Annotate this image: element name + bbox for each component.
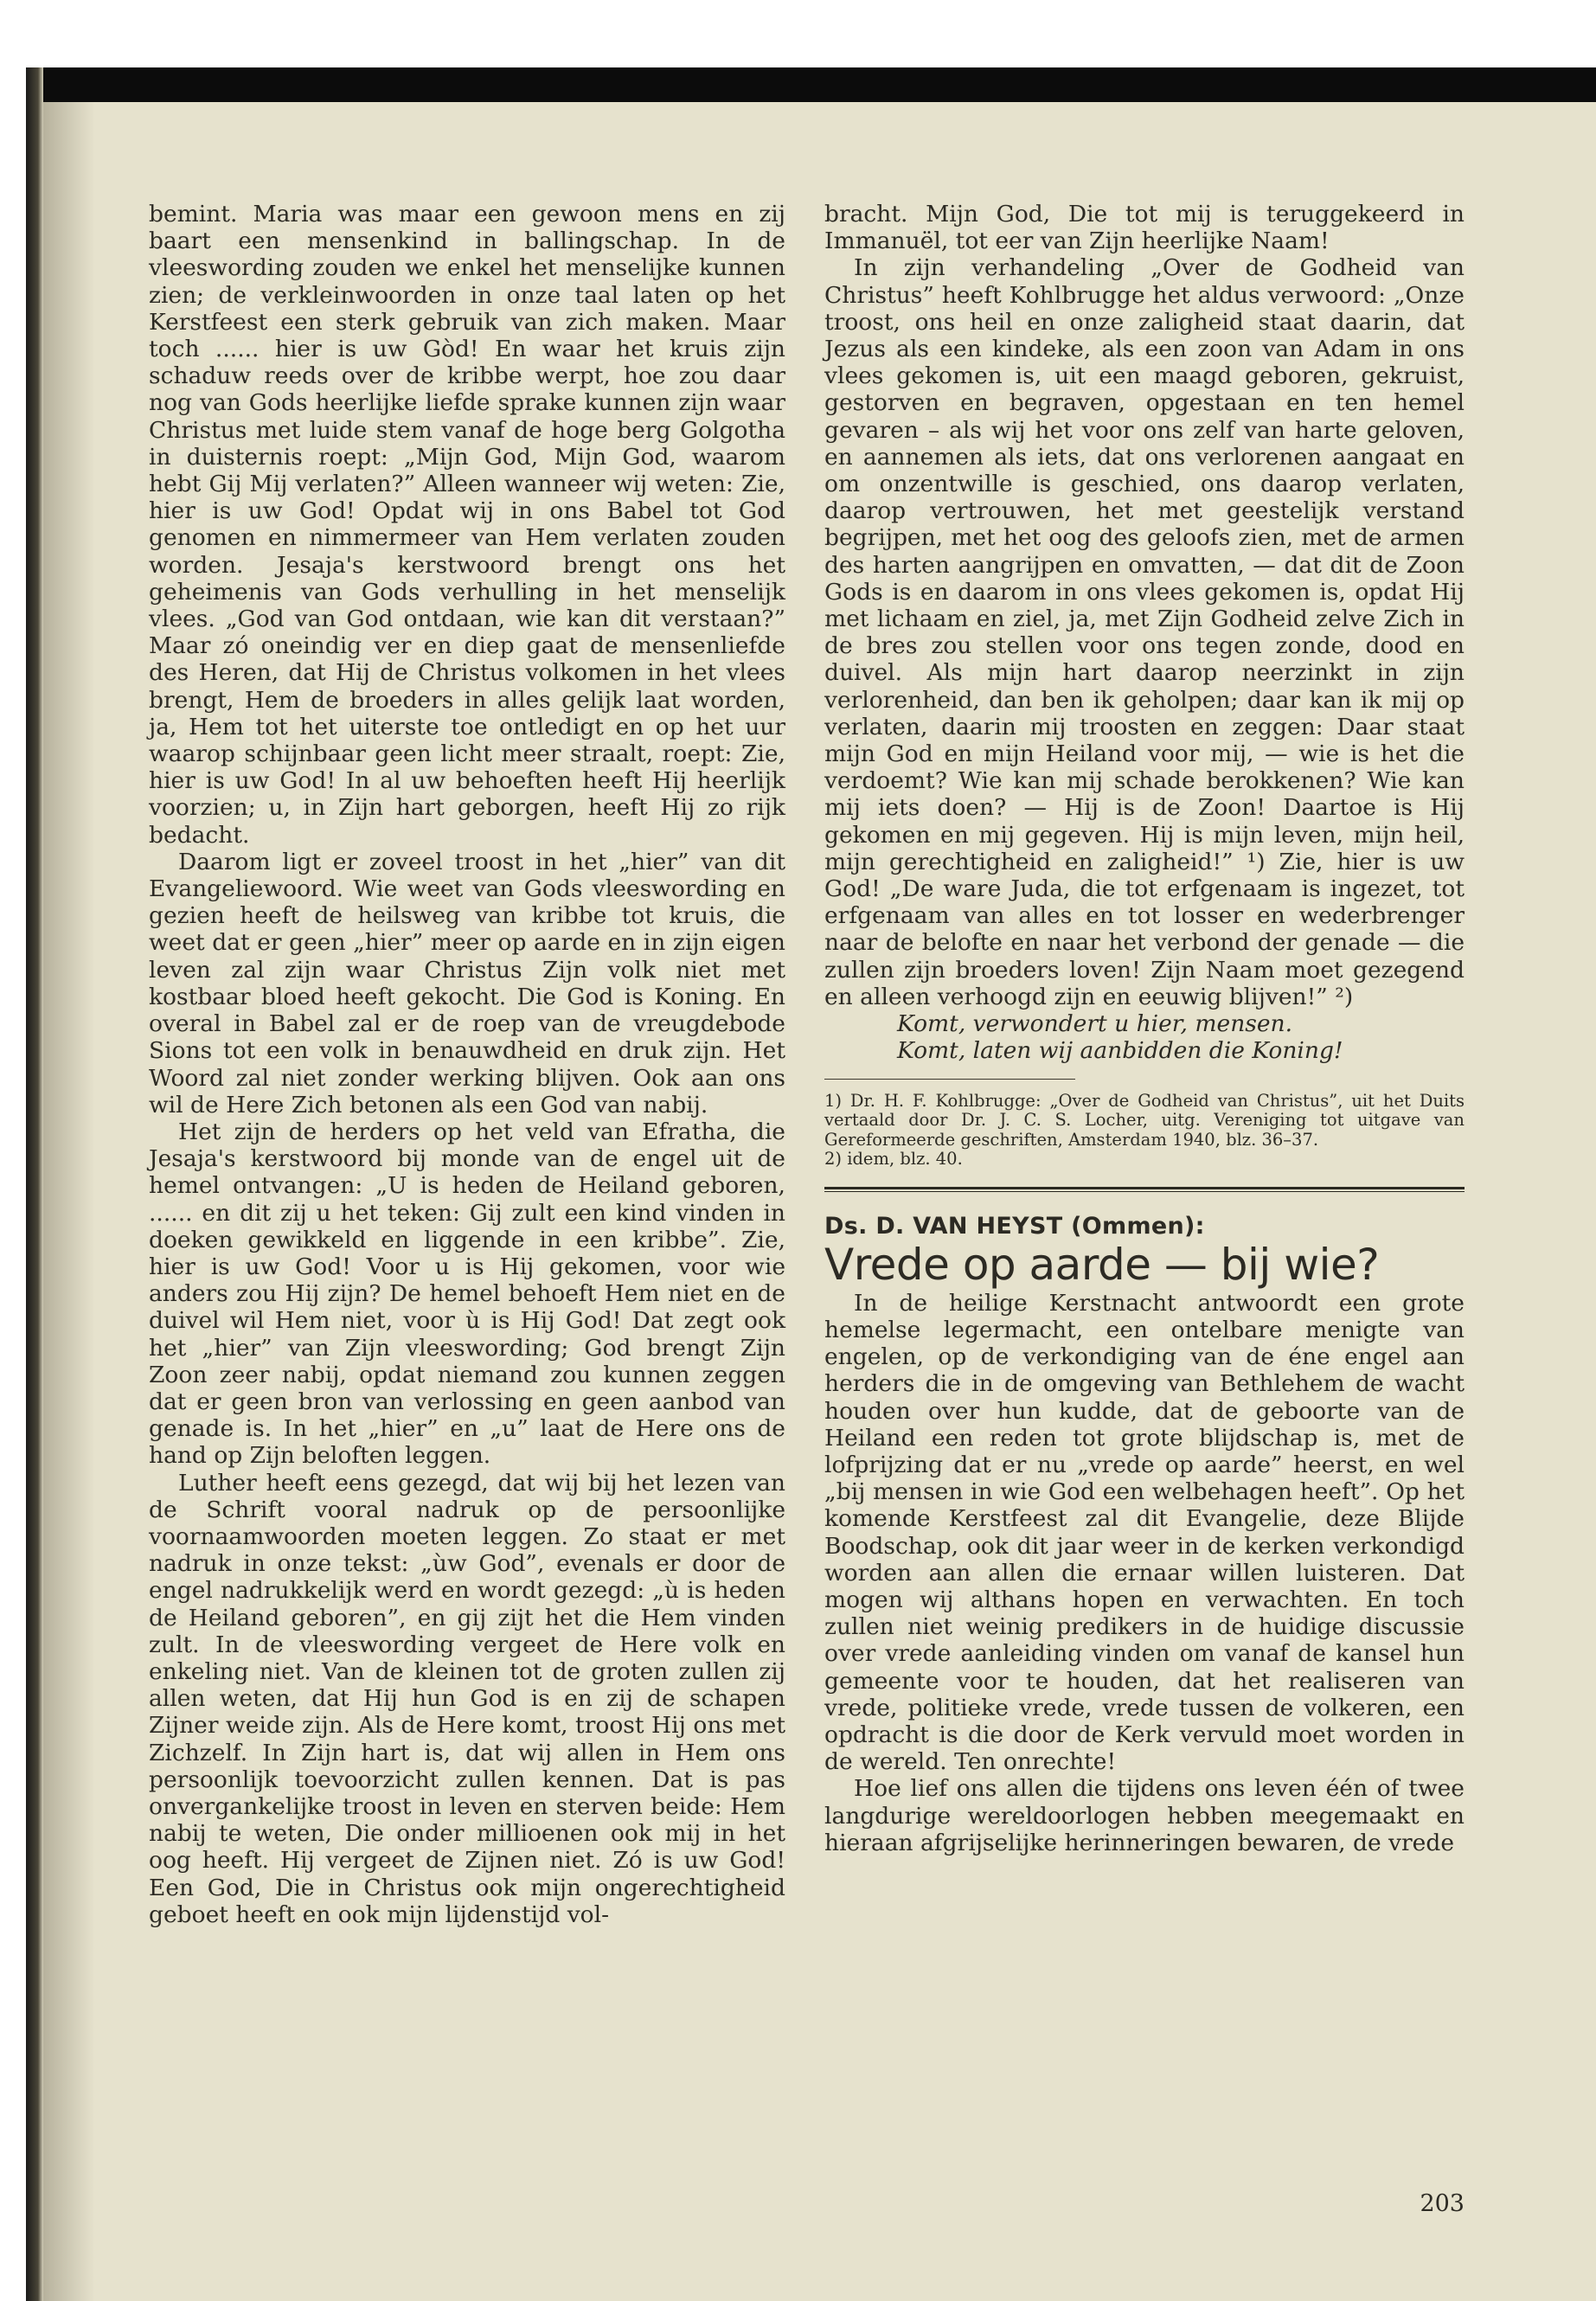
footnote-2: 2) idem, blz. 40. (824, 1149, 963, 1169)
left-paragraph-1: bemint. Maria was maar een gewoon mens en zij baart een mensenkind in ballingschap. In de vleeswording zouden we enkel het menselijke kunnen zien; de verkleinwoorden in onze taal laten op het Kerstfeest een sterk gebruik van zich maken. Maar toch ...... hier is uw Gòd! En waar het kruis zijn schaduw reeds over de kribbe werpt, hoe zou daar nog van Gods heerlijke liefde sprake kunnen zijn waar Christus met luide stem vanaf de hoge berg Golgotha in duisternis roept: „Mijn God, Mijn God, waarom hebt Gij Mij verlaten?” Alleen wanneer wij weten: Zie, hier is uw God! Opdat wij in ons Babel tot God genomen en nimmermeer van Hem verlaten zouden worden. Jesaja's kerstwoord brengt ons het geheimenis van Gods verhulling in het menselijk vlees. „God van God ontdaan, wie kan dit verstaan?” Maar zó oneindig ver en diep gaat de mensenliefde des Heren, dat Hij de Christus volkomen in het vlees brengt, Hem de broeders in alles gelijk laat worden, ja, Hem tot het uiterste toe ontledigt en op het uur waarop schijnbaar geen licht meer straalt, roept: Zie, hier is uw God! In al uw behoeften heeft Hij heerlijk voorzien; u, in Zijn hart geborgen, heeft Hij zo rijk bedacht. (149, 201, 785, 849)
article-title: Vrede op aarde — bij wie? (824, 1239, 1380, 1290)
article-divider-thick (824, 1187, 1465, 1189)
right-column (824, 201, 1465, 1856)
footnote-1: 1) Dr. H. F. Kohlbrugge: „Over de Godheid van Christus”, uit het Duits vertaald door Dr. J. C. S. Locher, uitg. Vereniging tot uitgave van Gereformeerde geschriften, Amsterdam 1940, blz. 36–37. (824, 1090, 1465, 1150)
left-paragraph-3: Het zijn de herders op het veld van Efratha, die Jesaja's kerstwoord bij monde van de engel uit de hemel ontvangen: „U is heden de Heiland geboren, ...... en dit zij u het teken: Gij zult een kind vinden in doeken gewikkeld en liggende in een kribbe”. Zie, hier is uw God! Voor u is Hij gekomen, voor wie anders zou Hij zijn? De hemel behoeft Hem niet en de duivel wil Hem niet, voor ù is Hij God! Dat zegt ook het „hier” van Zijn vleeswording; God brengt Zijn Zoon zeer nabij, opdat niemand zou kunnen zeggen dat er geen bron van verlossing en geen aanbod van genade is. In het „hier” en „u” laat de Here ons de hand op Zijn beloften leggen. (149, 1118, 785, 1470)
right-paragraph-2: In zijn verhandeling „Over de Godheid van Christus” heeft Kohlbrugge het aldus verwoord: „Onze troost, ons heil en onze zaligheid staat daarin, dat Jezus als een kindeke, als een zoon van Adam in ons vlees gekomen is, uit een maagd geboren, gekruist, gestorven en begraven, opgestaan en ten hemel gevaren – als wij het voor ons zelf van harte geloven, en aannemen als iets, dat ons verlorenen aangaat en om onzentwille is geschied, ons daarop verlaten, daarop vertrouwen, het met geestelijk verstand begrijpen, met het oog des geloofs zien, met de armen des harten aangrijpen en omvatten, — dat dit de Zoon Gods is en daarom in ons vlees gekomen is, opdat Hij met lichaam en ziel, ja, met Zijn Godheid zelve Zich in de bres zou stellen voor ons tegen zonde, dood en duivel. Als mijn hart daarop neerzinkt in zijn verlorenheid, dan ben ik geholpen; daar kan ik mij op verlaten, daarin mij troosten en zeggen: Daar staat mijn God en mijn Heiland voor mij, — wie is het die verdoemt? Wie kan mij schade berokkenen? Wie kan mij iets doen? — Hij is de Zoon! Daartoe is Hij gekomen en mij gegeven. Hij is mijn leven, mijn heil, mijn gerechtigheid en zaligheid!” ¹) Zie, hier is uw God! „De ware Juda, die tot erfgenaam is ingezet, tot erfgenaam van alles en tot losser en wederbrenger naar de belofte en naar het verbond der genade — die zullen zijn broeders loven! Zijn Naam moet gezegend en alleen verhoogd zijn en eeuwig blijven!” ²) (824, 254, 1465, 1010)
page-number: 203 (1420, 2190, 1465, 2217)
scan-border-top (26, 67, 1596, 104)
footnote-divider (824, 1079, 1075, 1080)
article-paragraph-1: In de heilige Kerstnacht antwoordt een grote hemelse legermacht, een ontelbare menigte van engelen, op de verkondiging van de éne engel aan herders die in de omgeving van Bethlehem de wacht houden over hun kudde, dat de geboorte van de Heiland een reden tot grote blijdschap is, met de lofprijzing dat er nu „vrede op aarde” heerst, en wel „bij mensen in wie God een welbehagen heeft”. Op het komende Kerstfeest zal dit Evangelie, deze Blijde Boodschap, ook dit jaar weer in de kerken verkondigd worden aan allen die ernaar willen luisteren. Dat mogen wij althans hopen en verwachten. En toch zullen niet weinig predikers in de huidige discussie over vrede aanleiding vinden om vanaf de kansel hun gemeente voor te houden, dat het realiseren van vrede, politieke vrede, vrede tussen de volkeren, een opdracht is die door de Kerk vervuld moet worden in de wereld. Ten onrechte! (824, 1289, 1465, 1776)
article-byline: Ds. D. VAN HEYST (Ommen): (824, 1212, 1205, 1240)
scan-border-left (26, 67, 43, 2301)
verse-line-2: Komt, laten wij aanbidden die Koning! (897, 1037, 1343, 1065)
right-paragraph-1: bracht. Mijn God, Die tot mij is teruggekeerd in Immanuël, tot eer van Zijn heerlijke Naam! (824, 201, 1465, 255)
article-divider-thin (824, 1191, 1465, 1192)
left-column (149, 201, 785, 1928)
footnotes (824, 1092, 1465, 1170)
left-paragraph-2: Daarom ligt er zoveel troost in het „hier” van dit Evangeliewoord. Wie weet van Gods vleeswording en gezien heeft de heilsweg van kribbe tot kruis, die weet dat er geen „hier” meer op aarde en in zijn eigen leven zal zijn waar Christus Zijn volk niet met kostbaar bloed heeft gekocht. Die God is Koning. En overal in Babel zal er de roep van de vreugdebode Sions tot een volk in benauwdheid en druk zijn. Het Woord zal niet zonder werking blijven. Ook aan ons wil de Here Zich betonen als een God van nabij. (149, 848, 785, 1118)
article-paragraph-2: Hoe lief ons allen die tijdens ons leven één of twee langdurige wereldoorlogen hebben meegemaakt en hieraan afgrijselijke herinneringen bewaren, de vrede (824, 1775, 1465, 1856)
verse-line-1: Komt, verwondert u hier, mensen. (897, 1010, 1293, 1038)
page-gutter-shadow (43, 102, 95, 2301)
left-paragraph-4: Luther heeft eens gezegd, dat wij bij het lezen van de Schrift vooral nadruk op de persoonlijke voornaamwoorden moeten leggen. Zo staat er met nadruk in onze tekst: „ùw God”, evenals er door de engel nadrukkelijk werd en wordt gezegd: „ù is heden de Heiland geboren”, en gij zijt het die Hem vinden zult. In de vleeswording vergeet de Here volk en enkeling niet. Van de kleinen tot de groten zullen zij allen weten, dat Hij hun God is en zij de schapen Zijner weide zijn. Als de Here komt, troost Hij ons met Zichzelf. In Zijn hart is, dat wij allen in Hem ons persoonlijk toevoorzicht zullen kennen. Dat is pas onvergankelijke troost in leven en sterven beide: Hem nabij te weten, Die onder millioenen ook mij in het oog heeft. Hij vergeet de Zijnen niet. Zó is uw God! Een God, Die in Christus ook mijn ongerechtigheid geboet heeft en ook mijn lijdenstijd vol- (149, 1469, 785, 1928)
